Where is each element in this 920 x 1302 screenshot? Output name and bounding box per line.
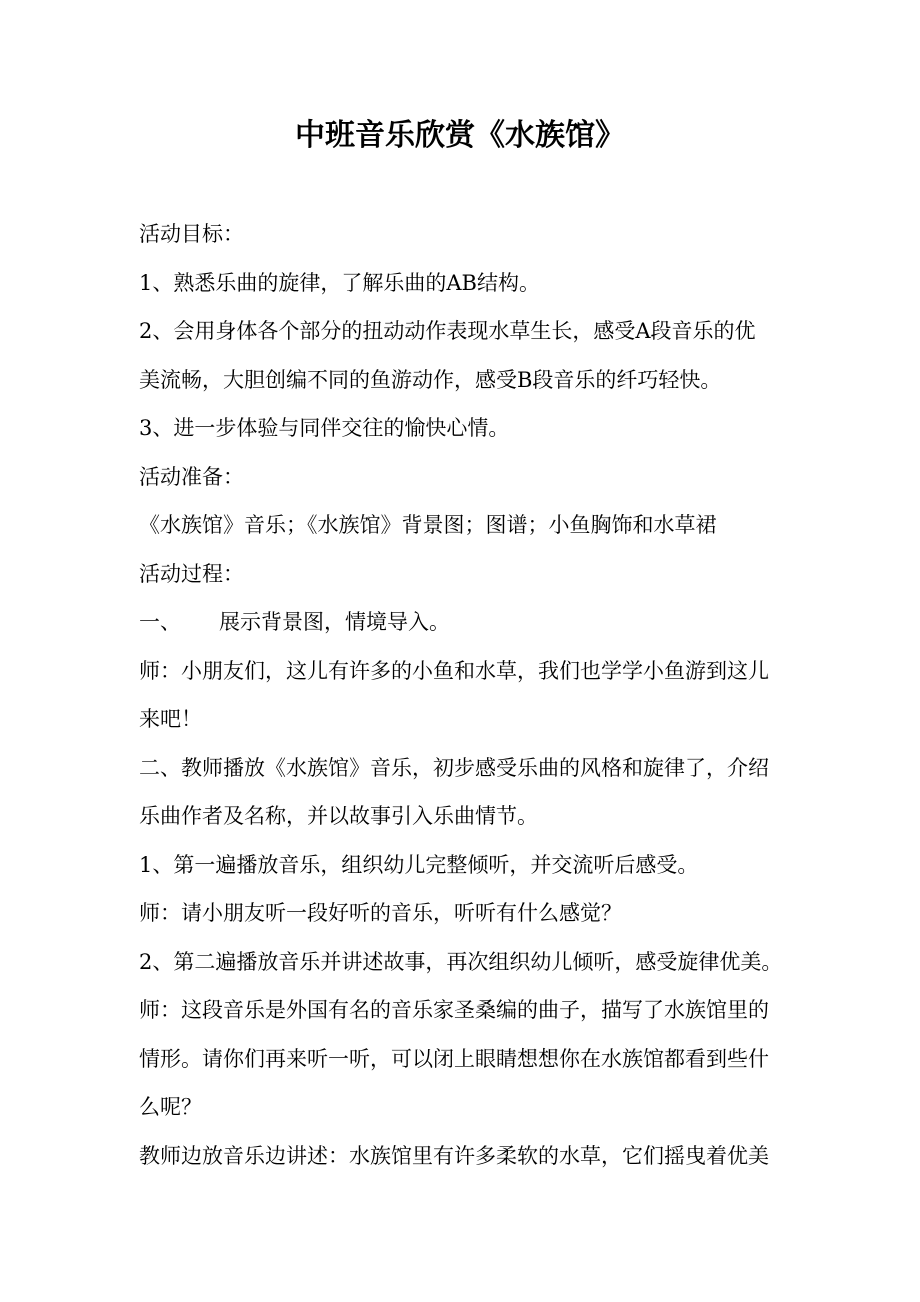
paragraph-line: 么呢？: [139, 1095, 202, 1119]
paragraph-line: 活动准备：: [139, 464, 244, 489]
paragraph-line: 3、进一步体验与同伴交往的愉快心情。: [139, 416, 510, 440]
section-heading: 展示背景图，情境导入。: [219, 610, 450, 634]
paragraph-line: 1、熟悉乐曲的旋律，了解乐曲的AB结构。: [139, 270, 540, 295]
document-title: 中班音乐欣赏《水族馆》: [295, 118, 625, 153]
paragraph-line: 师：这段音乐是外国有名的音乐家圣桑编的曲子，描写了水族馆里的: [139, 998, 769, 1022]
paragraph-line: 美流畅，大胆创编不同的鱼游动作，感受B段音乐的纤巧轻快。: [139, 367, 722, 392]
paragraph-line: 师：请小朋友听一段好听的音乐，听听有什么感觉？: [139, 901, 622, 925]
paragraph-line: 乐曲作者及名称，并以故事引入乐曲情节。: [139, 804, 538, 828]
paragraph-line: 《水族馆》音乐；《水族馆》背景图；图谱；小鱼胸饰和水草裙: [139, 513, 717, 537]
paragraph-line: 2、第二遍播放音乐并讲述故事，再次组织幼儿倾听，感受旋律优美。: [139, 949, 783, 974]
paragraph-line: 情形。请你们再来听一听，可以闭上眼睛想想你在水族馆都看到些什: [139, 1046, 769, 1071]
document-body: [139, 210, 784, 1180]
paragraph-line: 1、第一遍播放音乐，组织幼儿完整倾听，并交流听后感受。: [139, 852, 699, 877]
paragraph-line-section-one: [139, 598, 784, 647]
paragraph-line: 活动过程：: [139, 561, 244, 586]
paragraph-line: 二、教师播放《水族馆》音乐，初步感受乐曲的风格和旋律了，介绍: [139, 755, 769, 780]
paragraph-line: 2、会用身体各个部分的扭动动作表现水草生长，感受A段音乐的优: [139, 319, 756, 343]
paragraph-line: 活动目标：: [139, 222, 244, 246]
paragraph-line: 教师边放音乐边讲述：水族馆里有许多柔软的水草，它们摇曳着优美: [139, 1143, 769, 1168]
paragraph-line: 师：小朋友们，这儿有许多的小鱼和水草，我们也学学小鱼游到这儿: [139, 658, 769, 683]
paragraph-line: 来吧！: [139, 707, 202, 731]
section-number: 一、: [139, 610, 181, 634]
